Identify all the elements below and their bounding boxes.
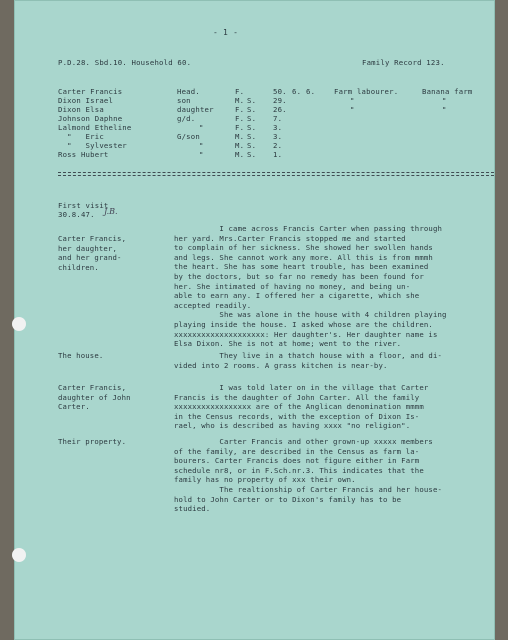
handwritten-initials: J.B. [104, 207, 118, 216]
body-line: Carter Francis and other grown-up xxxxx members [174, 437, 433, 446]
body-line: playing inside the house. I asked whose are the children. [174, 320, 433, 329]
member-status: S. [247, 132, 257, 141]
member-occupation-place: Banana farm [422, 87, 473, 96]
document-page [14, 0, 495, 640]
section-margin-label: Carter Francis, [58, 234, 127, 243]
body-line: She was alone in the house with 4 children playing [174, 310, 447, 320]
member-name: Lalmond Etheline [58, 123, 132, 132]
member-name: Johnson Daphne [58, 114, 123, 123]
body-line: by the doctors, but so far no remedy has been found for [174, 272, 424, 281]
member-status: S. [247, 105, 257, 114]
body-line: xxxxxxxxxxxxxxxxxxxx: Her daughter's. Her daughter name is [174, 329, 438, 339]
member-col-b: 6. [306, 87, 316, 96]
body-line: Francis is the daughter of John Carter. All the family [174, 392, 420, 402]
member-sex: F. [235, 114, 245, 123]
divider [58, 172, 494, 173]
member-relation: son [177, 96, 191, 105]
body-line: schedule nr8, or in F.Sch.nr.3. This indicates that the [174, 465, 424, 475]
member-occupation: Farm labourer. [334, 87, 399, 96]
body-line: rael, who is described as having xxxx "no religion". [174, 421, 411, 431]
member-status: S. [247, 150, 257, 159]
section-margin-label: and her grand- [58, 253, 122, 263]
member-relation: g/d. [177, 114, 196, 123]
member-occupation: " [350, 96, 355, 105]
member-status: S. [247, 96, 257, 105]
member-age: 7. [273, 114, 283, 123]
member-col-a: 6. [292, 87, 302, 96]
member-name: Dixon Israel [58, 96, 114, 105]
member-sex: M. [235, 96, 245, 105]
body-line: her yard. Mrs.Carter Francis stopped me and started [174, 233, 406, 243]
reference-line: P.D.28. Sbd.10. Household 60. [58, 58, 192, 67]
section-margin-label: Carter Francis, [58, 383, 127, 392]
body-line: to complain of her sickness. She showed her swollen hands [174, 243, 433, 253]
body-line: her. She intimated of having no money, and being un- [174, 281, 411, 291]
member-name: " Eric [58, 132, 104, 141]
member-name: Carter Francis [58, 87, 123, 96]
member-age: 29. [273, 96, 287, 105]
member-relation: " [199, 150, 204, 159]
member-name: Dixon Elsa [58, 105, 104, 114]
body-line: They live in a thatch house with a floor, and di- [174, 351, 443, 360]
member-relation: G/son [177, 132, 200, 141]
member-name: Ross Hubert [58, 150, 109, 159]
body-line: I came across Francis Carter when passing through [174, 224, 443, 233]
member-relation: " [199, 141, 204, 150]
body-line: family has no property of xxx their own. [174, 475, 356, 485]
member-sex: F. [235, 105, 245, 114]
member-status: S. [247, 114, 257, 123]
first-visit-date: 30.8.47. [58, 210, 95, 219]
member-occupation-place: " [442, 105, 447, 114]
body-line: studied. [174, 504, 211, 514]
section-margin-label: The house. [58, 351, 104, 360]
member-sex: F. [235, 87, 245, 96]
divider [58, 175, 494, 176]
family-record-number: Family Record 123. [362, 58, 445, 67]
body-line: hold to John Carter or to Dixon's family has to be [174, 494, 402, 504]
member-status: S. [247, 141, 257, 150]
member-occupation: " [350, 105, 355, 114]
body-line: xxxxxxxxxxxxxxxxx are of the Anglican denomination mmmm [174, 402, 424, 412]
body-line: able to earn any. I offered her a cigarette, which she [174, 291, 420, 301]
member-sex: M. [235, 141, 245, 150]
member-age: 3. [273, 132, 283, 141]
member-relation: daughter [177, 105, 214, 114]
body-line: bourers. Carter Francis does not figure either in Farm [174, 456, 420, 466]
member-occupation-place: " [442, 96, 447, 105]
section-margin-label: Carter. [58, 402, 90, 412]
member-sex: F. [235, 123, 245, 132]
member-status: S. [247, 123, 257, 132]
body-line: in the Census records, with the exception of Dixon Is- [174, 411, 420, 421]
punch-hole-top [12, 317, 26, 331]
section-margin-label: children. [58, 262, 99, 272]
member-name: " Sylvester [58, 141, 127, 150]
member-relation: Head. [177, 87, 200, 96]
member-age: 3. [273, 123, 283, 132]
member-age: 2. [273, 141, 283, 150]
section-margin-label: daughter of John [58, 392, 131, 402]
section-margin-label: her daughter, [58, 243, 118, 253]
member-sex: M. [235, 132, 245, 141]
member-relation: " [199, 123, 204, 132]
punch-hole-bottom [12, 548, 26, 562]
section-margin-label: Their property. [58, 437, 127, 446]
body-line: Elsa Dixon. She is not at home; went to the river. [174, 339, 402, 349]
body-line: I was told later on in the village that Carter [174, 383, 429, 392]
body-line: vided into 2 rooms. A grass kitchen is near-by. [174, 360, 388, 370]
member-age: 50. [273, 87, 287, 96]
body-line: accepted readily. [174, 300, 252, 310]
member-sex: M. [235, 150, 245, 159]
member-age: 26. [273, 105, 287, 114]
body-line: of the family, are described in the Census as farm la- [174, 446, 420, 456]
body-line: and legs. She cannot work any more. All this is from mmmh [174, 252, 433, 262]
body-line: The realtionship of Carter Francis and her house- [174, 485, 443, 494]
body-line: the heart. She has some heart trouble, has been examined [174, 262, 429, 272]
first-visit-label: First visit [58, 201, 109, 210]
page-number: - 1 - [213, 28, 239, 37]
member-age: 1. [273, 150, 283, 159]
